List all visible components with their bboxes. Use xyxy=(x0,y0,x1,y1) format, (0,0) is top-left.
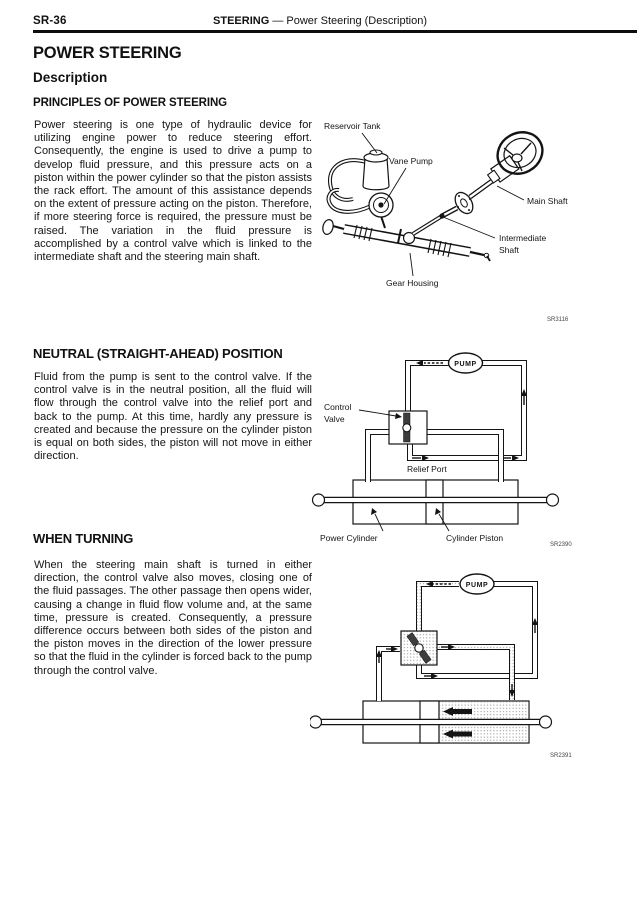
control-valve xyxy=(401,631,437,665)
power-cylinder-label: Power Cylinder xyxy=(320,533,378,543)
page-subtitle: Description xyxy=(33,70,108,85)
running-header xyxy=(0,15,640,27)
section3-heading: WHEN TURNING xyxy=(33,531,134,546)
reservoir-tank-label: Reservoir Tank xyxy=(324,121,381,131)
main-shaft-label: Main Shaft xyxy=(527,196,568,206)
flow-arrows xyxy=(412,360,527,461)
running-header-subsection: — Power Steering (Description) xyxy=(272,15,427,27)
reservoir-tank-drawing xyxy=(363,150,389,190)
page-number: SR-36 xyxy=(33,15,67,27)
vane-pump-label: Vane Pump xyxy=(389,156,433,166)
figure-neutral-position-schematic xyxy=(310,344,640,550)
cylinder-piston-label: Cylinder Piston xyxy=(446,533,504,543)
section1-paragraph: Power steering is one type of hydraulic device for utilizing engine power to reduce steering effort. Consequently, the engine is used to drive a pump to develop fluid pressure, and this pressure acts on a piston within the power cylinder so that the piston assists the rack effort. The amount of this assistance depends on the extent of pressure acting on the piston. Therefore, if more steering force is required, the pressure must be raised. The variation in the fluid pressure is accomplished by a control valve which is linked to the intermediate shaft and the steering main shaft. xyxy=(34,119,312,264)
intermediate-shaft-label-line1: Intermediate xyxy=(499,233,547,243)
intermediate-shaft-label-line2: Shaft xyxy=(499,245,519,255)
gear-housing-drawing xyxy=(321,218,490,261)
figure-when-turning-schematic xyxy=(310,566,640,764)
figure3-code: SR2391 xyxy=(550,753,572,759)
page-title: POWER STEERING xyxy=(33,44,182,62)
relief-port-label: Relief Port xyxy=(407,464,447,474)
vane-pump-drawing xyxy=(369,193,393,228)
pump-label: PUMP xyxy=(465,581,489,589)
figure2-code: SR2390 xyxy=(550,542,572,548)
section2-paragraph: Fluid from the pump is sent to the control valve. If the control valve is in the neutral position, all the fluid will flow through the control valve into the relief port and back to the pump. At this time, hardly any pressure is created and because the pressure on the cylinder piston is equal on both sides, the piston will not move in either direction. xyxy=(34,371,312,463)
running-header-section: STEERING xyxy=(213,15,270,27)
pump-symbol xyxy=(449,353,483,373)
section3-paragraph: When the steering main shaft is turned in either direction, the control valve also moves, closing one of the fluid passages. The other passage then opens wider, causing a change in fluid flow volume and, at the same time, pressure is created. Consequently, a pressure difference occurs between both sides of the piston and the piston moves in the direction of the lower pressure so that the fluid in the cylinder is forced back to the pump through the control valve. xyxy=(34,559,312,677)
gear-housing-label: Gear Housing xyxy=(386,278,439,288)
control-valve-label-line1: Control xyxy=(324,402,352,412)
pump-label: PUMP xyxy=(454,360,477,368)
section1-heading: PRINCIPLES OF POWER STEERING xyxy=(33,97,227,109)
pump-symbol xyxy=(460,574,494,594)
figure1-code: SR3116 xyxy=(547,317,569,323)
header-rule xyxy=(33,30,637,33)
control-valve-label-line2: Valve xyxy=(324,414,345,424)
main-shaft-drawing xyxy=(470,156,519,197)
section2-heading: NEUTRAL (STRAIGHT-AHEAD) POSITION xyxy=(33,346,283,361)
figure-steering-system-overview xyxy=(312,112,638,324)
intermediate-shaft-drawing xyxy=(413,208,457,234)
